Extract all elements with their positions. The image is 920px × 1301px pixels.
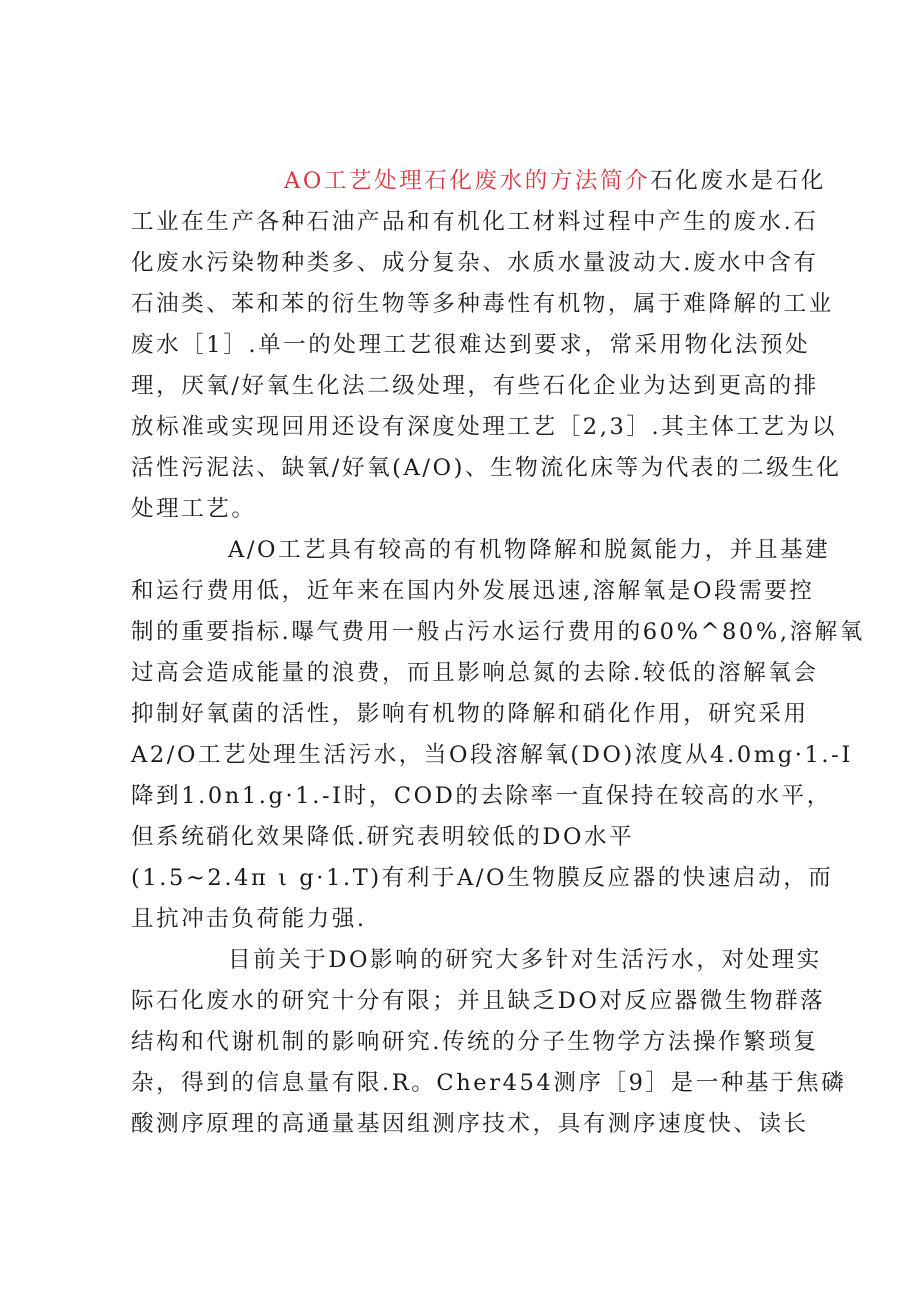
paragraph-line: (1.5~2.4π ι g·1.T)有利于A/O生物膜反应器的快速启动，而 [131, 865, 834, 891]
paragraph-line: 石油类、苯和苯的衍生物等多种毒性有机物，属于难降解的工业 [131, 291, 834, 317]
paragraph-line: A/O工艺具有较高的有机物降解和脱氮能力，并且基建 [228, 537, 831, 563]
document-title: AO工艺处理石化废水的方法简介 [284, 168, 651, 194]
paragraph-line: 工业在生产各种石油产品和有机化工材料过程中产生的废水.石 [131, 209, 819, 235]
paragraph-line: 活性污泥法、缺氧/好氧(A/O)、生物流化床等为代表的二级生化 [131, 455, 842, 481]
paragraph-line: 化废水污染物种类多、成分复杂、水质水量波动大.废水中含有 [131, 250, 819, 276]
paragraph-line [284, 168, 826, 194]
paragraph-line: 废水［1］.单一的处理工艺很难达到要求，常采用物化法预处 [131, 332, 811, 358]
paragraph-line: 际石化废水的研究十分有限；并且缺乏DO对反应器微生物群落 [131, 988, 826, 1014]
paragraph-line: 理，厌氧/好氧生化法二级处理，有些石化企业为达到更高的排 [131, 373, 819, 399]
paragraph-line: 和运行费用低，近年来在国内外发展迅速,溶解氧是O段需要控 [131, 578, 815, 604]
paragraph-line: 放标准或实现回用还设有深度处理工艺［2,3］.其主体工艺为以 [131, 414, 837, 440]
paragraph-line: 但系统硝化效果降低.研究表明较低的DO水平 [131, 824, 635, 850]
paragraph-line: 过高会造成能量的浪费，而且影响总氮的去除.较低的溶解氧会 [131, 660, 819, 686]
paragraph-line: 杂，得到的信息量有限.R。Cher454测序［9］是一种基于焦磷 [131, 1070, 847, 1096]
paragraph-line: 制的重要指标.曝气费用一般占污水运行费用的60%^80%,溶解氧 [131, 619, 865, 645]
paragraph-text: 石化废水是石化 [650, 168, 826, 194]
paragraph-line: 目前关于DO影响的研究大多针对生活污水，对处理实 [228, 947, 822, 973]
paragraph-line: 抑制好氧菌的活性，影响有机物的降解和硝化作用，研究采用 [131, 701, 809, 727]
paragraph-line: 处理工艺。 [131, 496, 257, 522]
paragraph-line: 且抗冲击负荷能力强. [131, 906, 367, 932]
paragraph-line: A2/O工艺处理生活污水，当O段溶解氧(DO)浓度从4.0mg·1.-I [131, 742, 853, 768]
paragraph-line: 降到1.0n1.g·1.-I时，COD的去除率一直保持在较高的水平， [131, 783, 832, 809]
paragraph-line: 酸测序原理的高通量基因组测序技术，具有测序速度快、读长 [131, 1111, 809, 1137]
paragraph-line: 结构和代谢机制的影响研究.传统的分子生物学方法操作繁琐复 [131, 1029, 819, 1055]
